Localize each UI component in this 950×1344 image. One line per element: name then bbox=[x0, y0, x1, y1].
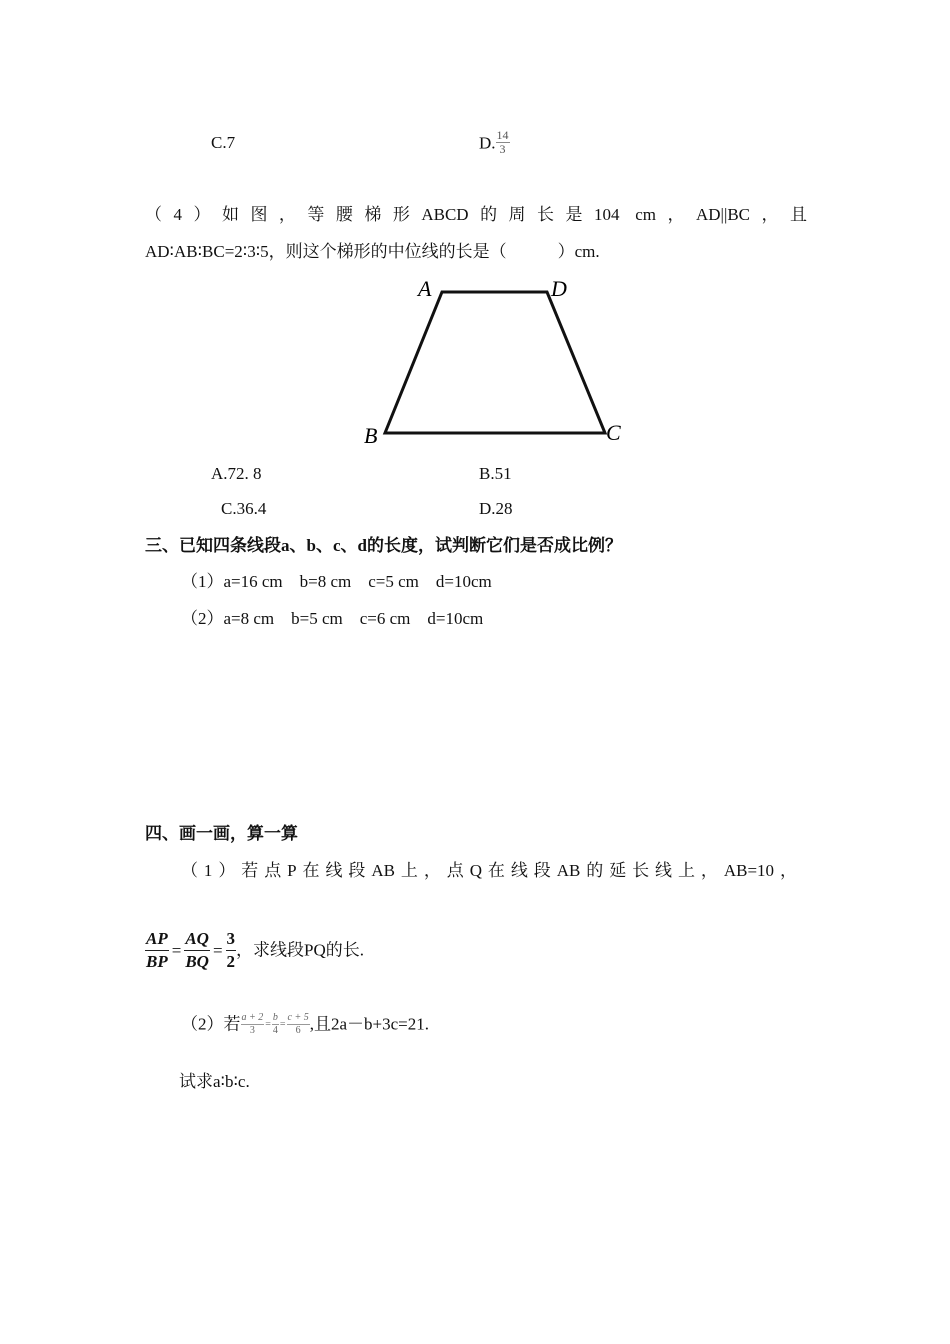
q3-option-d-fraction bbox=[496, 129, 510, 156]
fraction-aq-bq bbox=[184, 928, 210, 973]
fraction-numerator: c + 5 bbox=[287, 1012, 309, 1023]
fraction-c-plus-5-over-6 bbox=[287, 1012, 310, 1037]
equals-sign: = bbox=[279, 1018, 286, 1030]
q4-option-d: D.28 bbox=[479, 499, 513, 518]
section-3-item-2: （2）a=8 cm b=5 cm c=6 cm d=10cm bbox=[181, 609, 484, 628]
section-3-heading: 三、已知四条线段a、b、c、d的长度，试判断它们是否成比例？ bbox=[145, 536, 622, 555]
fraction-numerator: 14 bbox=[496, 128, 509, 142]
q4-line-2: AD∶AB∶BC=2∶3∶5，则这个梯形的中位线的长是（ ）cm. bbox=[145, 242, 600, 261]
fraction-numerator: b bbox=[272, 1012, 278, 1023]
section-4-problem-2 bbox=[181, 1012, 429, 1037]
fraction-denominator: 2 bbox=[226, 952, 236, 971]
problem-2-prefix: （2）若 bbox=[181, 1014, 241, 1034]
q3-option-d bbox=[479, 128, 510, 156]
vertex-label-c: C bbox=[606, 420, 621, 445]
q4-line-1: （4）如图，等腰梯形ABCD的周长是104 cm，AD||BC，且 bbox=[145, 205, 807, 224]
section-3-item-1: （1）a=16 cm b=8 cm c=5 cm d=10cm bbox=[181, 572, 492, 591]
fraction-3-2 bbox=[226, 928, 237, 973]
q4-option-c: C.36.4 bbox=[221, 499, 267, 518]
trapezoid-shape bbox=[385, 292, 605, 433]
fraction-denominator: BQ bbox=[185, 952, 209, 971]
equals-sign: = bbox=[212, 940, 223, 960]
section-4-heading: 四、画一画，算一算 bbox=[145, 824, 298, 843]
fraction-denominator: 3 bbox=[499, 142, 506, 156]
fraction-numerator: 3 bbox=[226, 928, 237, 951]
section-4-problem-1-line-1: （1）若点P在线段AB上，点Q在线段AB的延长线上，AB=10， bbox=[181, 861, 797, 880]
vertex-label-a: A bbox=[418, 276, 432, 301]
fraction-denominator: 3 bbox=[249, 1025, 255, 1036]
fraction-ap-bp bbox=[145, 928, 169, 973]
vertex-label-b: B bbox=[364, 423, 378, 448]
fraction-numerator: a + 2 bbox=[241, 1012, 264, 1023]
fraction-denominator: BP bbox=[146, 952, 168, 971]
q4-option-a: A.72. 8 bbox=[211, 464, 262, 483]
q3-option-d-prefix: D. bbox=[479, 133, 496, 153]
problem-1-tail: ，求线段PQ的长. bbox=[236, 940, 365, 960]
fraction-numerator: AP bbox=[145, 928, 169, 951]
q3-option-c: C.7 bbox=[211, 133, 236, 152]
fraction-denominator: 6 bbox=[295, 1025, 301, 1036]
fraction-numerator: AQ bbox=[184, 928, 210, 951]
fraction-a-plus-2-over-3 bbox=[241, 1012, 265, 1037]
vertex-label-d: D bbox=[551, 276, 567, 301]
problem-2-suffix: ,且2a－b+3c=21. bbox=[309, 1014, 429, 1034]
equals-sign: = bbox=[265, 1018, 271, 1030]
q4-option-b: B.51 bbox=[479, 464, 512, 483]
section-4-problem-1-equation bbox=[145, 928, 364, 973]
fraction-b-over-4 bbox=[272, 1012, 279, 1037]
fraction-denominator: 4 bbox=[272, 1025, 278, 1036]
equals-sign: = bbox=[171, 940, 182, 960]
section-4-problem-2-ask: 试求a∶b∶c. bbox=[179, 1072, 250, 1091]
trapezoid-figure bbox=[355, 272, 640, 452]
